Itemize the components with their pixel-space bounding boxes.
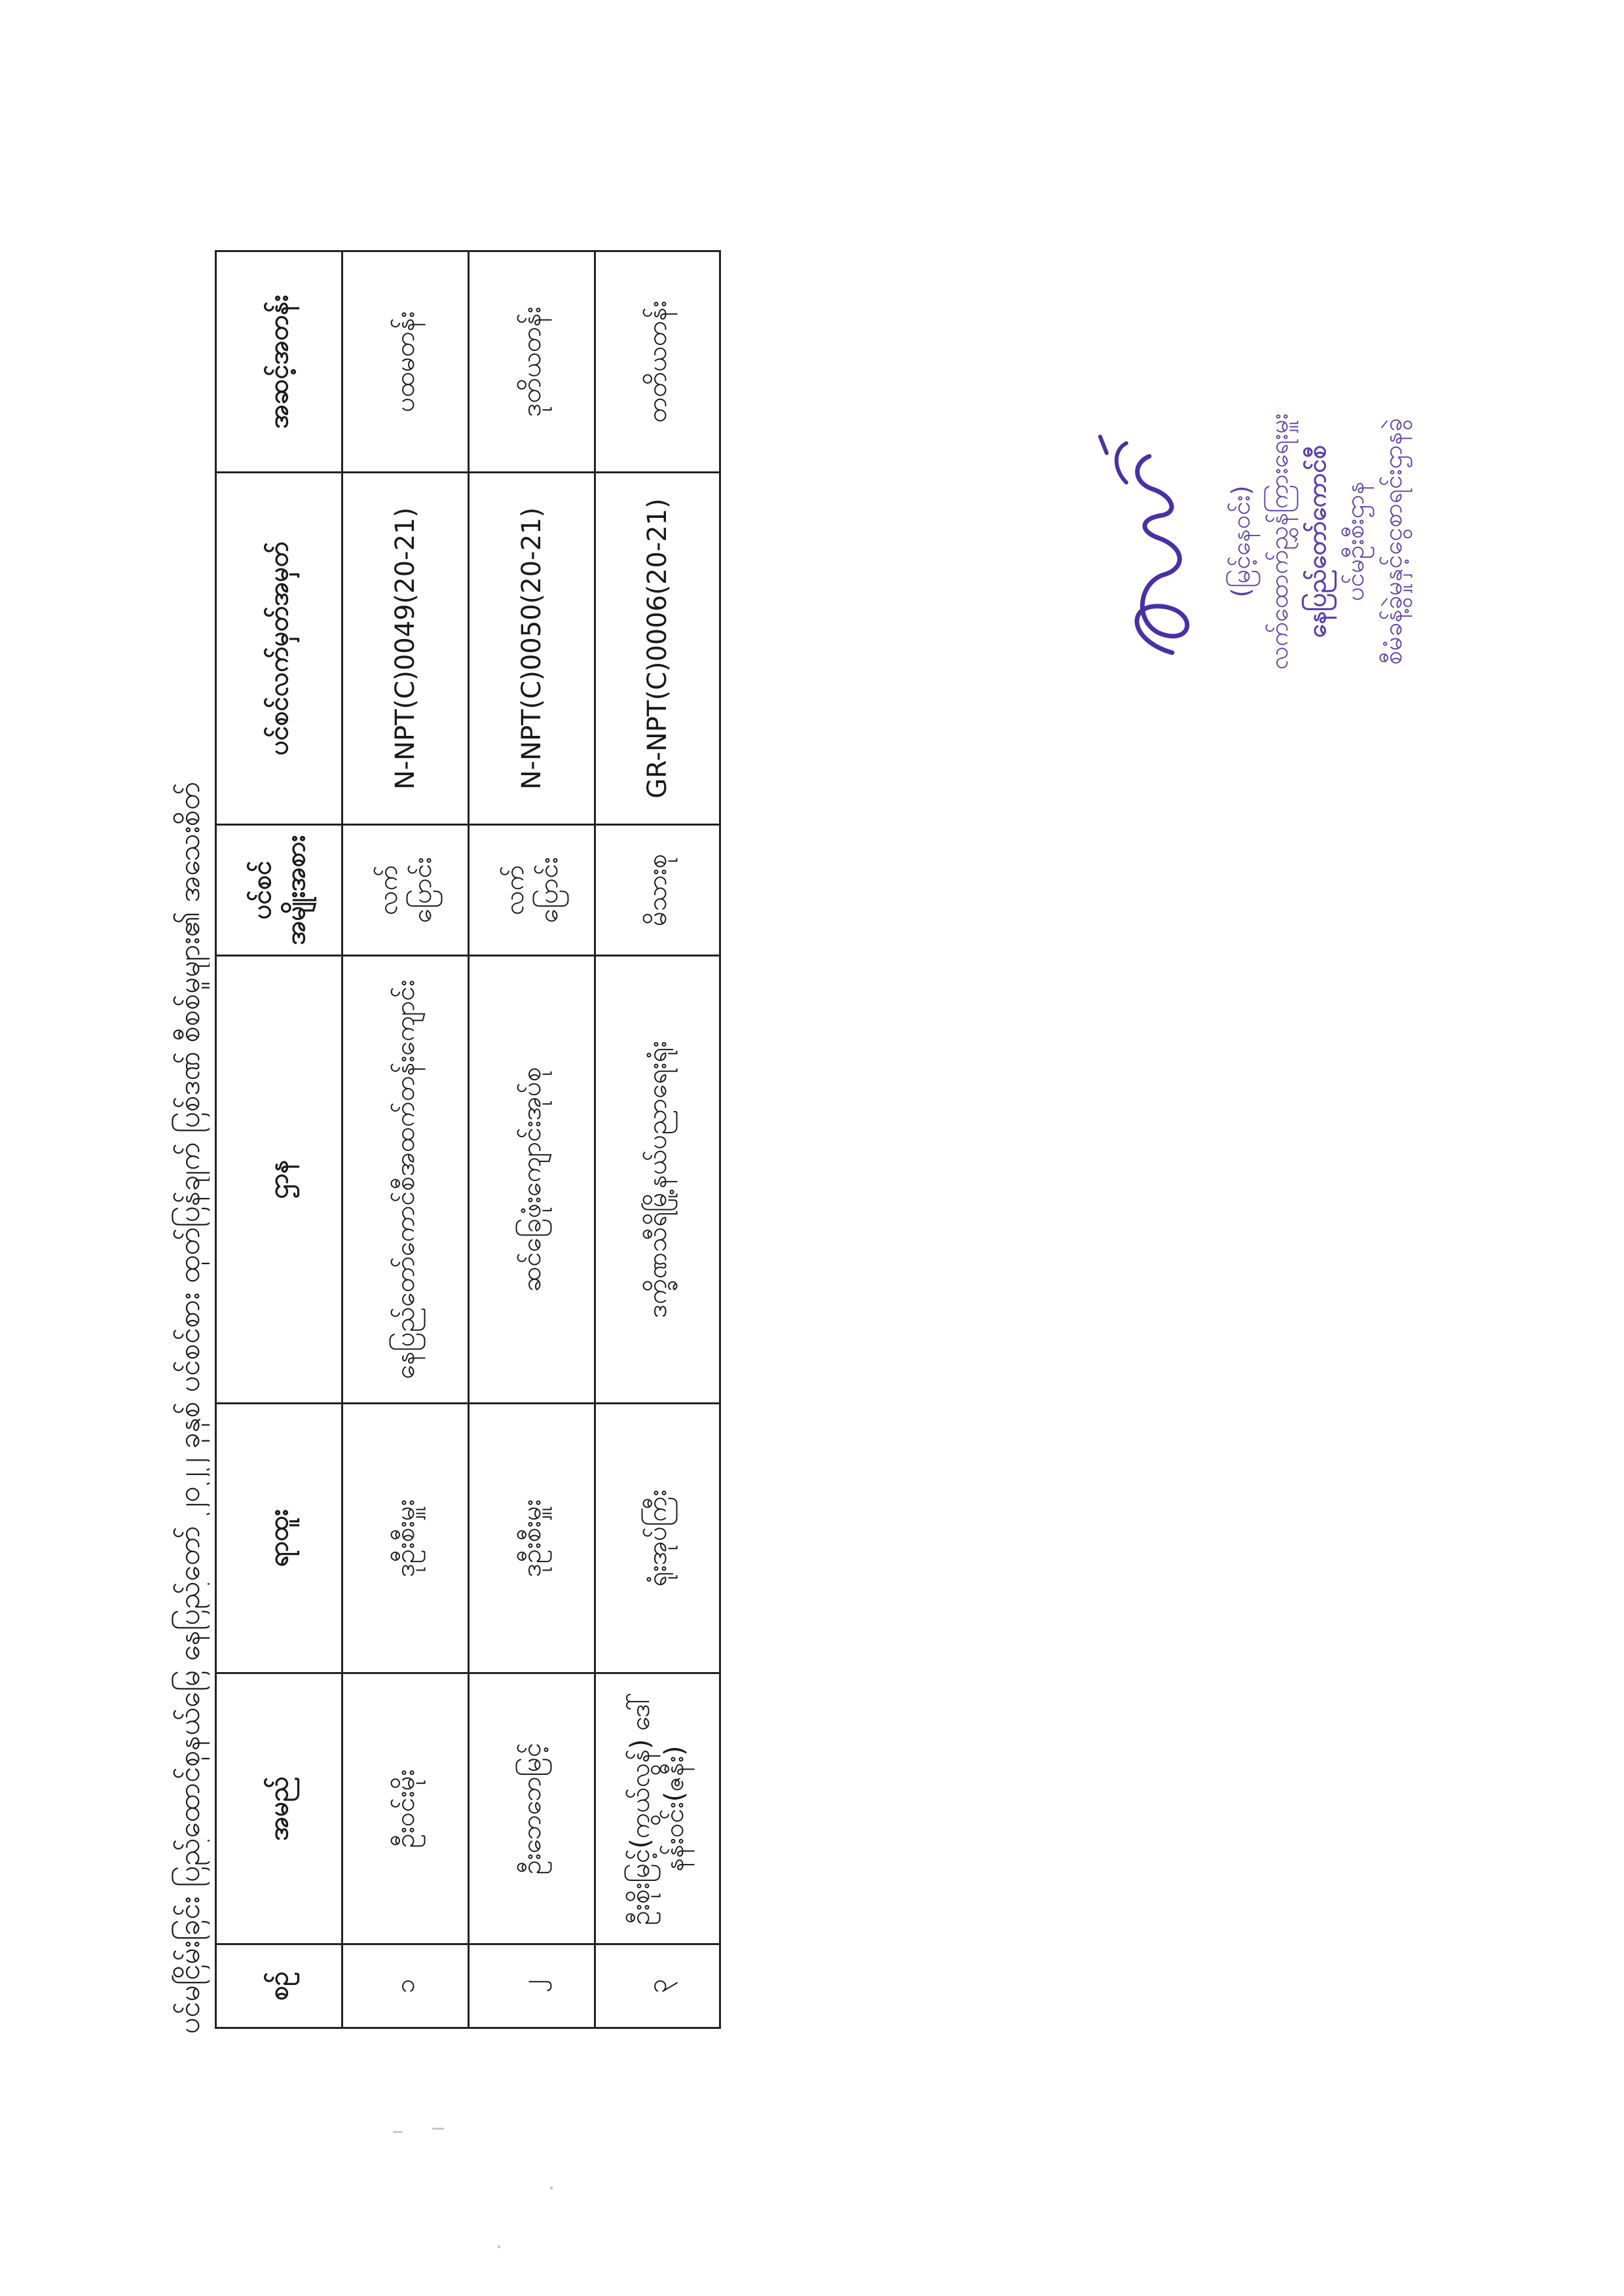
cell-grade: ဒုတိယတန်း: [469, 251, 595, 473]
cell-no: ၃: [595, 1944, 720, 2028]
header-grade: အဆင့်အတန်း: [216, 251, 342, 473]
cell-name: ဦးဘေဘေမြင့်: [469, 1673, 595, 1944]
header-no: စဉ်: [216, 1944, 342, 2028]
cell-school: ဒက္ခိဏသီရိမြို့နယ်ပညာရေးရုံး: [595, 956, 720, 1404]
signature-name: (မြင့်နေဝင်း): [1227, 485, 1255, 598]
cell-name: ဦးစိုးမြင့်(ကွယ်လွန်) ဒေါ်နန်းဝင်း(ဇနီး): [595, 1673, 720, 1944]
header-pension-type: ပင်စင် အမျိုးအစား: [216, 825, 342, 956]
cell-no: ၂: [469, 1944, 595, 2028]
cell-pension-type: မိသားစု: [595, 825, 720, 956]
header-position: ရာထူး: [216, 1404, 342, 1673]
cell-name: ဦးဝင်းမိုး: [342, 1673, 469, 1944]
header-certificate: ပင်စင်လက်မှတ်အမှတ်: [216, 473, 342, 825]
cell-school: နေပြည်တော်ကောင်စီအထက်တန်းကျောင်း: [342, 956, 469, 1404]
cell-position: ရုံးအုပ်ကြီး: [595, 1404, 720, 1673]
cell-certificate: N-NPT(C)0049(20-21): [342, 473, 469, 825]
header-name: အမည်: [216, 1673, 342, 1944]
table-row: [469, 251, 595, 2028]
signature-division: စီမံခန့်ခွဲမှုနှင့်ငွေစာရင်းဌာနခွဲ: [1378, 418, 1407, 665]
document-heading: ပင်မငြိမ်းခြင်း ပြည်ထောင်စုနယ်မြေ နေပြည်တော် ၂၀၂၂ ခုနှစ် ပင်စင်စား ထုတ်ပြန်ချက် ပြစ်ဒဏ် စီစစ်မှုများ၏ အသေးစိတ်: [173, 782, 206, 2034]
pension-records-table: [215, 250, 721, 2029]
signature-office: နေပြည်တော်ကောင်စီ: [1302, 445, 1331, 638]
cell-position: ဒုဦးစီးမှူး: [342, 1404, 469, 1673]
cell-pension-type: လက်ပြောင်း: [469, 825, 595, 956]
cell-pension-type: လက်ပြောင်း: [342, 825, 469, 956]
scan-speck: [550, 2187, 553, 2189]
cell-certificate: GR-NPT(C)0006(20-21): [595, 473, 720, 825]
signature-title: လက်ထောက်ညွှန်ကြားရေးမှူး: [1264, 413, 1293, 670]
cell-grade: ပထမတန်း: [342, 251, 469, 473]
signature-department: ပင်မဦးစီးဌာန: [1340, 481, 1369, 602]
cell-position: ဒုဦးစီးမှူး: [469, 1404, 595, 1673]
scan-speck: [393, 2131, 402, 2133]
cell-grade: တတိယတန်း: [595, 251, 720, 473]
cell-certificate: N-NPT(C)0050(20-21): [469, 473, 595, 825]
header-school: ဌာန: [216, 956, 342, 1404]
scan-speck: [432, 2128, 444, 2130]
table-row: [342, 251, 469, 2028]
table-header-row: [216, 251, 342, 2028]
handwritten-signature: [1087, 404, 1218, 679]
scan-speck: [498, 2246, 500, 2248]
cell-school: ဆင်ခြေဖုံးကျောင်းအုပ်စု: [469, 956, 595, 1404]
cell-no: ၁: [342, 1944, 469, 2028]
table-row: [595, 251, 720, 2028]
signature-block: [1087, 273, 1412, 810]
